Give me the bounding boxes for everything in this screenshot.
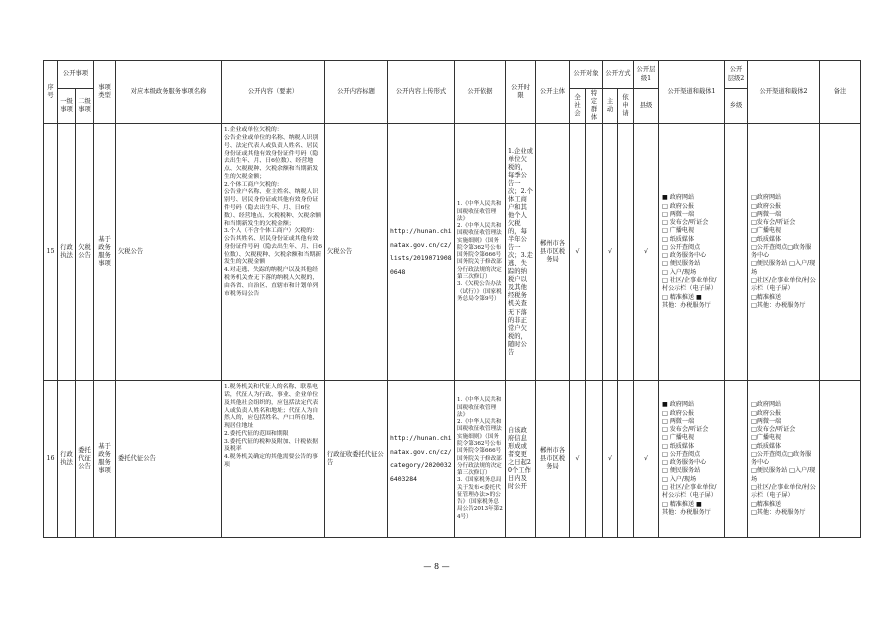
- channel-item: □ 便民服务站: [662, 467, 701, 475]
- channel-item: □ 发布会/听证会: [662, 219, 709, 227]
- channel-item: □政府公报: [751, 409, 782, 417]
- channel-item: □发布会/听证会: [751, 426, 796, 434]
- row-item-type: 基于政务服务事项: [94, 381, 116, 538]
- channel-item: □ 政务服务中心: [662, 459, 707, 467]
- row-channels1: [659, 381, 725, 538]
- content-line: 3.个人（不含个体工商户）欠税的：: [224, 228, 318, 235]
- channel-item: □ 便民服务站: [662, 260, 701, 268]
- channel-item: □ 公开查阅点: [662, 243, 701, 251]
- row-mode-active: √: [603, 124, 618, 381]
- channel-item: □公开查阅点□政务服务中心: [751, 450, 812, 467]
- channel-item: □ 纸质媒体: [662, 235, 695, 243]
- channel-item: □ 广播电视: [662, 227, 695, 235]
- channel-item: □ 广播电视: [662, 434, 695, 442]
- row-subject: 郴州市各县市区税务局: [536, 381, 570, 538]
- channel-item: □社区/企事业单位/村公示栏（电子屏）: [751, 484, 816, 500]
- row-level2: 委托代征公告: [76, 381, 94, 538]
- content-line: 2.个体工商户欠税的：: [224, 181, 283, 188]
- channel-item: □ 政府公报: [662, 202, 695, 210]
- header-time: 公开时限: [506, 61, 536, 124]
- channel-item: □广播电视: [751, 434, 782, 442]
- row-channels1: [659, 124, 725, 381]
- content-line: 4.对走逃、失踪的纳税户以及其他经税务机关查无下落的纳税人欠税的，由各省、自治区、直辖市和计划单列市税务局公告: [224, 267, 319, 297]
- row-level-town: [725, 381, 748, 538]
- basis-line: 3.《欠税公告办法（试行）》（国家税务总局令第9号）: [457, 281, 502, 302]
- row-target-all: √: [570, 381, 586, 538]
- header-level1: 一级事项: [58, 89, 76, 124]
- channel-item: □精准推送: [751, 500, 782, 508]
- header-items-group: 公开事项: [58, 61, 94, 89]
- content-line: 3.委托代征的税种及附加、计税依据及税率: [224, 438, 318, 453]
- table-row: [44, 381, 861, 538]
- row-content: [222, 381, 325, 538]
- row-level-county: √: [634, 381, 659, 538]
- header-subject: 公开主体: [536, 61, 570, 124]
- row-target-specific: [586, 381, 603, 538]
- channel-item: □ 精准推送 ■: [662, 293, 702, 301]
- header-mode-active: 主动: [603, 89, 618, 124]
- header-mode-group: 公开方式: [603, 61, 634, 89]
- channel-item: □ 精准推送 ■: [662, 500, 702, 508]
- header-target-specific: 特定群体: [586, 89, 603, 124]
- basis-line: 2.《中华人民共和国税收征收管理法实施细则》（国务院令第362号公布国务院令第666号国务院关于修改部分行政法规的决定第三次修订）: [457, 419, 502, 477]
- channel-item: 其他：办税服务厅: [662, 508, 711, 516]
- table-row: [44, 124, 861, 381]
- channel-item: □ 入户/现场: [662, 475, 697, 483]
- channel-item: □ 纸质媒体: [662, 442, 695, 450]
- header-service-name: 对应本级政务服务事项名称: [116, 61, 222, 124]
- row-upload-link[interactable]: http://hunan.chinatax.gov.cn/cz/category/20200326403284: [388, 381, 455, 538]
- header-remark: 备注: [820, 61, 861, 124]
- content-line: 1.企业或单位欠税的：: [224, 127, 283, 134]
- content-line: 公告企业或单位的名称、纳税人识别号、法定代表人或负责人姓名、居民身份证或其他有效身份证件号码（隐去出生年、月、日6位数）、经营地点、欠税税种、欠税余额和当期新发生的欠税金额；: [224, 134, 319, 180]
- basis-line: 1.《中华人民共和国税收征收管理法》: [457, 397, 502, 418]
- row-level2: 欠税公告: [76, 124, 94, 381]
- channel-item: □公开查阅点□政务服务中心: [751, 243, 812, 260]
- channel-item: □其他：办税服务厅: [751, 508, 806, 516]
- row-content: [222, 124, 325, 381]
- basis-line: 3.《国家税务总局关于发布<委托代征管理办法>的公告》（国家税务总局公告2013年第24号）: [457, 477, 503, 520]
- row-mode-active: √: [603, 381, 618, 538]
- channel-item: □两微一端: [751, 210, 782, 218]
- row-upload-link[interactable]: http://hunan.chinatax.gov.cn/cz/lists/20190719080648: [388, 124, 455, 381]
- channel-item: □ 发布会/听证会: [662, 426, 709, 434]
- basis-line: 2.《中华人民共和国税收征收管理法实施细则》（国务院令第362号公布国务院令第666号国务院关于修改部分行政法规的决定第三次修订）: [457, 223, 502, 280]
- channel-item: □其他：办税服务厅: [751, 301, 806, 309]
- row-channels2: [748, 381, 820, 538]
- row-target-specific: [586, 124, 603, 381]
- channel-item: □ 入户/现场: [662, 268, 697, 276]
- row-service-name: 欠税公告: [116, 124, 222, 381]
- content-line: 4.税务机关确定的其他需要公告的事项: [224, 454, 318, 468]
- channel-item: □政府公报: [751, 202, 782, 210]
- channel-item: □广播电视: [751, 227, 782, 235]
- content-line: 2.委托代征的范围和期限: [224, 430, 289, 437]
- row-level1: 行政执法: [58, 381, 76, 538]
- header-basis: 公开依据: [455, 61, 506, 124]
- row-subject: 郴州市各县市区税务局: [536, 124, 570, 381]
- header-target-group: 公开对象: [570, 61, 603, 89]
- channel-item: □纸质媒体: [751, 442, 782, 450]
- channel-item: □政府网站: [751, 401, 782, 409]
- channel-item: □两微一端: [751, 417, 782, 425]
- channel-item: □精准推送: [751, 293, 782, 301]
- channel-item: □ 公开查阅点: [662, 450, 701, 458]
- row-remark: [820, 381, 861, 538]
- channel-item: □便民服务站 □入户/现场: [751, 260, 816, 276]
- row-level-county: √: [634, 124, 659, 381]
- channel-item: □ 社区/企事业单位/村公示栏（电子屏）: [662, 277, 717, 293]
- channel-item: □政府网站: [751, 194, 782, 202]
- header-level-group: 公开层级1: [634, 61, 659, 89]
- row-mode-apply: [618, 124, 634, 381]
- channel-item: □发布会/听证会: [751, 219, 796, 227]
- channel-item: 其他：办税服务厅: [662, 301, 711, 309]
- header-content: 公开内容（要素）: [222, 61, 325, 124]
- row-time: 自该政府信息形成或者变更之日起20个工作日内及时公开: [506, 381, 536, 538]
- channel-item: □ 政府公报: [662, 409, 695, 417]
- header-mode-apply: 依申请: [618, 89, 634, 124]
- header-level2: 二级事项: [76, 89, 94, 124]
- row-remark: [820, 124, 861, 381]
- channel-item: □ 社区/企事业单位/村公示栏（电子屏）: [662, 484, 717, 500]
- channel-item: □社区/企事业单位/村公示栏（电子屏）: [751, 277, 816, 293]
- row-time: 1.企业或单位欠税的，每季公告一次；2.个体工商户和其他个人欠税的，每半年公告一次；3.走逃、失踪的纳税户以及其他经税务机关查无下落的非正常户欠税的，随时公告: [506, 124, 536, 381]
- row-level1: 行政执法: [58, 124, 76, 381]
- content-line: 公告其姓名、居民身份证或其他有效身份证件号码（隐去出生年、月、日6位数）、欠税税种、欠税余额和当期新发生的欠税金额: [224, 236, 322, 266]
- header-level-county: 县级: [634, 89, 659, 124]
- header-upload-form: 公开内容上传形式: [388, 61, 455, 124]
- row-basis: [455, 124, 506, 381]
- row-seq: 16: [44, 381, 58, 538]
- row-level-town: [725, 124, 748, 381]
- row-content-title: 行政征收委托代征公告: [325, 381, 388, 538]
- header-item-type: 事项类型: [94, 61, 116, 124]
- header-target-all: 全社会: [570, 89, 586, 124]
- row-content-title: 欠税公告: [325, 124, 388, 381]
- row-seq: 15: [44, 124, 58, 381]
- channel-item: □ 两微一端: [662, 417, 695, 425]
- basis-line: 1.《中华人民共和国税收征收管理法》: [457, 201, 502, 222]
- page-number: — 8 —: [423, 562, 450, 571]
- channel-item: □ 两微一端: [662, 210, 695, 218]
- header-content-title: 公开内容标题: [325, 61, 388, 124]
- content-line: 1.税务机关和代征人的名称、联系电话，代征人为行政、事业、企业单位及其他社会组织的，应包括法定代表人或负责人姓名和地址；代征人为自然人的，应包括姓名、户口所在地、现居住地址: [224, 384, 319, 430]
- channel-item: □ 政务服务中心: [662, 252, 707, 260]
- header-level2-group: 公开层级2: [725, 61, 748, 89]
- channel-item: ■ 政府网站: [662, 401, 695, 409]
- row-service-name: 委托代征公告: [116, 381, 222, 538]
- channel-item: □便民服务站 □入户/现场: [751, 467, 816, 483]
- header-level-town: 乡级: [725, 89, 748, 124]
- header-channel2: 公开渠道和载体2: [748, 61, 820, 124]
- row-target-all: √: [570, 124, 586, 381]
- header-channel1: 公开渠道和载体1: [659, 61, 725, 124]
- content-line: 公告业户名称、业主姓名、纳税人识别号、居民身份证或其他有效身份证件号码（隐去出生年、月、日6位数）、经营地点、欠税税种、欠税余额和当期新发生的欠税金额；: [224, 189, 322, 227]
- row-channels2: [748, 124, 820, 381]
- row-mode-apply: [618, 381, 634, 538]
- disclosure-table: [43, 60, 861, 538]
- row-basis: [455, 381, 506, 538]
- channel-item: ■ 政府网站: [662, 194, 695, 202]
- channel-item: □纸质媒体: [751, 235, 782, 243]
- header-seq: 序号: [44, 61, 58, 124]
- row-item-type: 基于政务服务事项: [94, 124, 116, 381]
